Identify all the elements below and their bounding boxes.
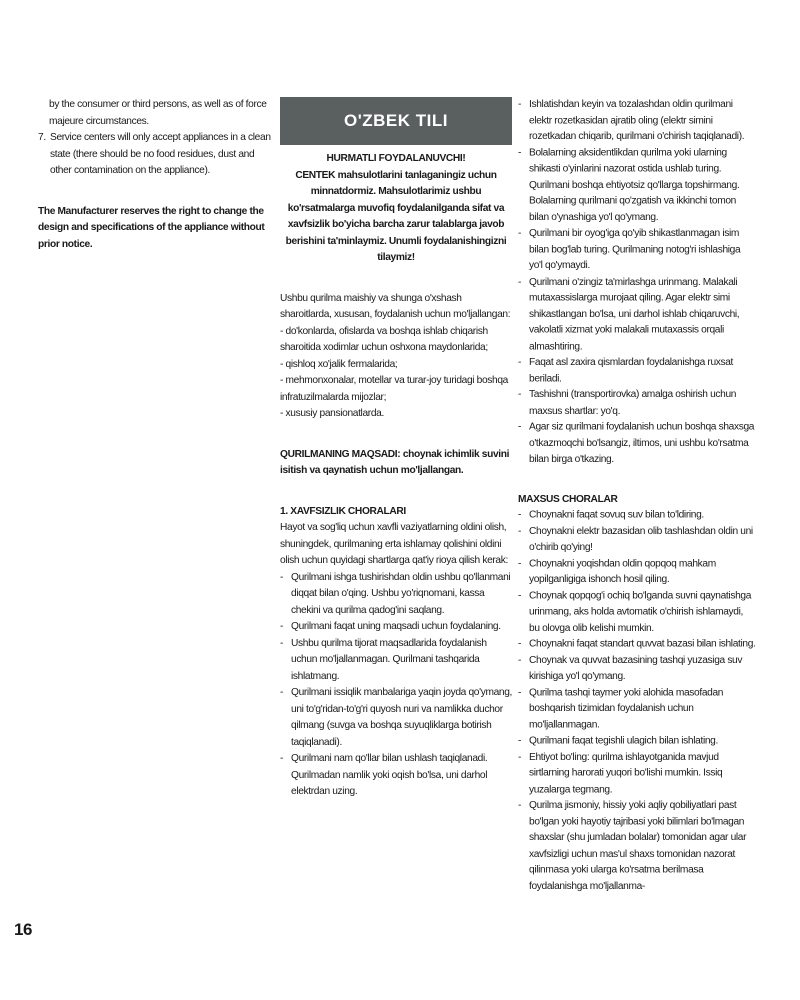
safety-item: - Qurilmani ishga tushirishdan oldin ushbu qo'llanmani diqqat bilan o'qing. Ushbu yo'riqnomani, kassa chekini va qurilma qadog'ini saqlang. [280,570,512,620]
measure-item: - Qurilma tashqi taymer yoki alohida masofadan boshqarish tizimidan foydalanish uchun mo'ljallanmagan. [518,685,756,733]
column-uzbek-1 [280,97,512,801]
list-number: 7. [38,132,46,143]
safety-title: 1. XAVFSIZLIK CHORALARI [280,505,406,517]
measure-item: - Qurilma jismoniy, hissiy yoki aqliy qobiliyatlari past bo'lgan yoki hayotiy tajribasi yoki bilimlari bo'lmagan shaxslar (shu jumladan bolalar) tomonidan agar ular xavfsizligi uchun mas'ul shaxs tomonidan nazorat qilinmasa yoki ularga ko'rsatma berilmasa foydalanishga mo'ljallanma- [518,798,756,895]
safety-item: - Ushbu qurilma tijorat maqsadlarida foydalanish uchun mo'ljallanmagan. Qurilmani tashqarida ishlatmang. [280,636,512,686]
measure-item: - Choynakni faqat sovuq suv bilan to'ldiring. [518,508,756,524]
manufacturer-notice: The Manufacturer reserves the right to change the design and specifications of the appliance without prior notice. [38,205,265,250]
safety-item: - Ishlatishdan keyin va tozalashdan oldin qurilmani elektr rozetkasidan ajratib oling (elektr simini rozetkadan chiqarib, qurilmani o'chirish taqiqlanadi). [518,97,756,145]
safety-item: - Faqat asl zaxira qismlardan foydalanishga ruxsat beriladi. [518,355,756,387]
safety-intro: Hayot va sog'liq uchun xavfli vaziyatlarning oldini olish, shuningdek, qurilmaning erta ishlamay qolishini oldini olish uchun quyidagi shartlarga qat'iy rioya qilish kerak: [280,522,508,566]
safety-item: - Qurilmani o'zingiz ta'mirlashga urinmang. Malakali mutaxassislarga murojaat qiling. Agar elektr simi shikastlangan bo'lsa, uni darhol ishlab chiqaruvchi, vakolatli xizmat yoki malakali mutaxassis orqali almashtiring. [518,274,756,355]
usage-item: - qishloq xo'jalik fermalarida; [280,358,398,370]
usage-item: - xususiy pansionatlarda. [280,408,384,419]
safety-item: - Bolalarning aksidentlikdan qurilma yoki ularning shikasti o'yinlarini nazorat ostida ushlab turing. Qurilmani boshqa ehtiyotsiz qo'llarga topshirmang. Bolalarning qurilmani qo'zgatish va ikkinchi tomon bilan o'ynashiga yo'l qo'ymang. [518,145,756,226]
safety-item: - Qurilmani nam qo'llar bilan ushlash taqiqlanadi. Qurilmadan namlik yoki oqish bo'lsa, uni darhol elektrdan uzing. [280,751,512,801]
greeting: HURMATLI FOYDALANUVCHI! [326,153,466,164]
language-heading: O'ZBEK TILI [280,97,512,145]
usage-item: - mehmonxonalar, motellar va turar-joy turidagi boshqa infratuzilmalarda mijozlar; [280,375,508,403]
measure-item: - Choynakni faqat standart quvvat bazasi bilan ishlating. [518,637,756,653]
list-item-7 [38,130,276,180]
usage-intro: Ushbu qurilma maishiy va shunga o'xshash sharoitlarda, xususan, foydalanish uchun mo'ljallangan: [280,292,511,320]
measure-item: - Choynak va quvvat bazasining tashqi yuzasiga suv kirishiga yo'l qo'ymang. [518,653,756,685]
page-number: 16 [14,920,32,939]
safety-item: - Qurilmani issiqlik manbalariga yaqin joyda qo'ymang, uni to'g'ridan-to'g'ri quyosh nuri va namlikka duchor qilmang (suvga va boshqa suyuqliklarga botirish taqiqlanadi). [280,685,512,751]
intro-text: CENTEK mahsulotlarini tanlaganingiz uchun minnatdormiz. Mahsulotlarimiz ushbu ko'rsatmalarga muvofiq foydalanilganda sifat va xavfsizlik bo'yicha barcha zarur talablarga javob berishini ta'minlaymiz. Unumli foydalanishingizni tilaymiz! [285,169,507,263]
measure-item: - Qurilmani faqat tegishli ulagich bilan ishlating. [518,734,756,750]
measure-item: - Choynakni elektr bazasidan olib tashlashdan oldin uni o'chirib qo'ying! [518,524,756,556]
safety-item: - Qurilmani faqat uning maqsadi uchun foydalaning. [280,619,512,636]
measures-title: MAXSUS CHORALAR [518,493,618,505]
safety-item: - Qurilmani bir oyog'iga qo'yib shikastlanmagan isim bilan bog'lab turing. Qurilmaning notog'ri ishlashiga yo'l qo'ymaydi. [518,226,756,274]
list-item-text: Service centers will only accept appliances in a clean state (there should be no food residues, dust and other contamination on the appliance). [50,132,271,176]
safety-item: - Tashishni (transportirovka) amalga oshirish uchun maxsus shartlar: yo'q. [518,387,756,419]
column-english [38,97,276,253]
column-uzbek-2 [518,97,756,895]
purpose-text: QURILMANING MAQSADI: choynak ichimlik suvini isitish va qaynatish uchun mo'ljallangan. [280,448,510,476]
continuation-text: by the consumer or third persons, as well as of force majeure circumstances. [49,99,267,127]
measure-item: - Choynakni yoqishdan oldin qopqoq mahkam yopilganligiga ishonch hosil qiling. [518,556,756,588]
measure-item: - Choynak qopqog'i ochiq bo'lganda suvni qaynatishga urinmang, aks holda avtomatik o'chirish ishlamaydi, bu olovga olib kelishi mumkin. [518,588,756,636]
measure-item: - Ehtiyot bo'ling: qurilma ishlayotganida mavjud sirtlarning harorati yuqori bo'lishi mumkin. Issiq yuzalarga tegmang. [518,750,756,798]
usage-item: - do'konlarda, ofislarda va boshqa ishlab chiqarish sharoitida xodimlar uchun oshxona maydonlarida; [280,325,488,353]
safety-item: - Agar siz qurilmani foydalanish uchun boshqa shaxsga o'tkazmoqchi bo'lsangiz, iltimos, uni ushbu ko'rsatma bilan birga o'tkazing. [518,420,756,468]
